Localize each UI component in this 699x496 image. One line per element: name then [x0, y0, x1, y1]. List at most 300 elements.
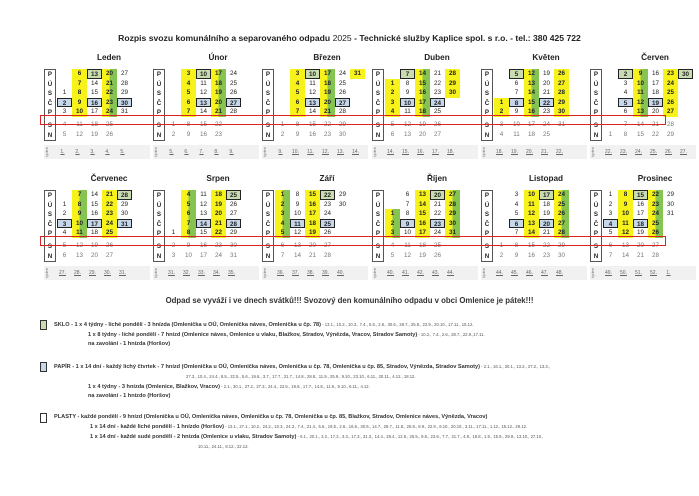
day-cell: 23 [542, 108, 550, 116]
day-cell: 7 [72, 79, 87, 89]
legend-row: 27.3., 10.4., 24.4., 8.5., 22.5., 5.6., 19.6., 3.7., 17.7., 31.7., 14.8., 28.8., 11.9., 25.9., 9.10., 23.10., 6.11., 20.11., 4.12., 18.12. [186, 374, 416, 379]
weekday-labels [153, 69, 165, 141]
week-label: týden [372, 268, 377, 279]
day-cell: 13 [87, 69, 102, 79]
day-cell: 20 [308, 241, 316, 249]
day-cell: 14 [415, 69, 430, 79]
week-number: 4. [105, 149, 110, 156]
day-cell: 20 [211, 98, 226, 108]
day-cell: 7 [623, 120, 628, 128]
weekday-label: S [375, 242, 381, 250]
day-cell: 15 [527, 241, 535, 249]
week-column [350, 69, 365, 141]
day-cell: 10 [293, 210, 301, 218]
day-cell: 27 [433, 130, 441, 138]
day-cell: 28 [120, 79, 128, 87]
day-cell: 12 [524, 69, 539, 79]
day-cell: 31 [350, 69, 365, 79]
day-cell: 5 [275, 228, 290, 238]
week-label: týden [481, 268, 486, 279]
day-cell: 21 [211, 219, 226, 229]
day-cell: 16 [199, 241, 207, 249]
day-cell: 13 [305, 98, 320, 108]
legend-row: na zavolání - 1 hnízdo (Horšov) [88, 393, 171, 399]
empty-cell [678, 79, 693, 89]
day-cell: 11 [200, 191, 207, 198]
week-column [554, 190, 569, 262]
month-leden [44, 52, 156, 159]
weekday-label: S [265, 90, 271, 98]
weekday-label: S [484, 90, 490, 98]
day-cell: 9 [72, 209, 87, 219]
week-number: 9. [229, 149, 234, 156]
day-cell: 30 [678, 69, 693, 79]
day-cell: 9 [72, 98, 87, 108]
day-cell: 19 [542, 210, 550, 218]
day-cell: 6 [405, 191, 410, 198]
day-cell: 27 [105, 251, 113, 259]
legend-row: 1 x 8 týdny - liché pondělí - 7 hnízd (Omlenice náves, Omlenice u vlaku, Blažkov, Stradov, Výnězda, Vracov, Stradov Samoty) - 10.2., 7.4., 2.6., 28.7., 22.9.,17.11. [88, 332, 485, 338]
weekday-label: S [47, 90, 53, 98]
day-cell: 1 [385, 79, 400, 89]
week-number: 19. [511, 149, 518, 156]
day-cell: 21 [433, 70, 441, 77]
day-cell: 10 [403, 229, 411, 237]
day-cell: 15 [90, 200, 98, 208]
empty-cell [678, 107, 693, 117]
day-cell: 25 [226, 190, 241, 200]
day-cell: 11 [404, 108, 411, 116]
day-cell: 9 [400, 219, 415, 229]
day-cell: 5 [390, 251, 395, 259]
empty-cell [554, 130, 569, 140]
day-cell: 3 [290, 69, 305, 79]
weekday-label: S [47, 242, 53, 250]
empty-cell [275, 88, 290, 98]
day-cell: 6 [290, 98, 305, 108]
day-cell: 3 [181, 69, 196, 79]
week-number: 43. [432, 270, 439, 277]
month-grid [153, 190, 265, 262]
day-cell: 29 [120, 89, 128, 97]
day-cell: 9 [405, 89, 410, 97]
month-červen [590, 52, 699, 159]
weekday-label: N [265, 131, 271, 139]
month-grid [262, 190, 374, 262]
day-cell: 30 [666, 200, 674, 208]
day-cell: 5 [608, 229, 613, 237]
week-numbers [481, 145, 587, 159]
day-cell: 23 [214, 130, 222, 138]
day-cell: 30 [338, 200, 346, 208]
day-cell: 5 [514, 210, 519, 218]
day-cell: 15 [633, 190, 648, 200]
day-cell: 27 [226, 98, 241, 108]
day-cell: 26 [105, 130, 113, 138]
week-column [430, 190, 445, 262]
day-cell: 7 [514, 89, 519, 97]
day-cell: 17 [527, 120, 535, 128]
day-cell: 24 [542, 120, 550, 128]
day-cell: 8 [618, 190, 633, 200]
month-říjen [372, 173, 484, 280]
empty-cell [226, 120, 241, 130]
day-cell: 15 [415, 209, 430, 219]
day-cell: 4 [62, 120, 67, 128]
day-cell: 21 [433, 200, 441, 208]
weekday-label: N [484, 252, 490, 260]
day-cell: 20 [542, 79, 550, 87]
empty-cell [603, 107, 618, 117]
empty-cell [678, 120, 693, 130]
month-prosinec [590, 173, 699, 280]
day-cell: 30 [554, 107, 569, 117]
empty-cell [603, 79, 618, 89]
day-cell: 2 [494, 107, 509, 117]
day-cell: 16 [524, 107, 539, 117]
day-cell: 9 [186, 241, 191, 249]
week-column [275, 69, 290, 141]
empty-cell [117, 241, 132, 251]
day-cell: 30 [445, 219, 460, 229]
day-cell: 29 [557, 241, 565, 249]
day-cell: 16 [199, 130, 207, 138]
week-label: týden [262, 268, 267, 279]
day-cell: 1 [275, 190, 290, 200]
week-column [603, 69, 618, 141]
legend-row: 1 x 14 dní - každé sudé pondělí - 2 hnízda (Omlenice u vlaku, Stradov Samoty) - 6.1., 20.1., 3.2., 17.2., 3.3., 17.3., 31.3., 14.4., 28.4., 12.5., 26.5., 9.6., 23.6., 7.7., 21.7., 4.8., 18.8., 1.9., 15.9., 29.9., 13.10., 27.10., [90, 434, 544, 440]
weekday-label: S [47, 211, 53, 219]
day-cell: 25 [320, 219, 335, 229]
week-column [335, 69, 350, 141]
week-column [166, 69, 181, 141]
day-cell: 22 [539, 98, 554, 108]
day-cell: 19 [648, 98, 663, 108]
day-cell: 31 [117, 219, 132, 229]
weekday-label: P [484, 230, 490, 238]
day-cell: 22 [542, 241, 550, 249]
week-numbers [262, 266, 368, 280]
day-cell: 25 [663, 88, 678, 98]
weekday-labels [262, 69, 274, 141]
week-column [385, 69, 400, 141]
day-cell: 11 [513, 130, 520, 138]
day-cell: 10 [72, 219, 87, 229]
day-cell: 9 [618, 200, 633, 210]
week-number: 47. [541, 270, 548, 277]
empty-cell [275, 107, 290, 117]
empty-cell [335, 219, 350, 229]
weekday-labels [481, 69, 493, 141]
day-cell: 3 [623, 79, 628, 87]
week-number: 1. [60, 149, 65, 156]
day-cell: 24 [430, 98, 445, 108]
day-cell: 28 [445, 69, 460, 79]
day-cell: 17 [415, 228, 430, 238]
day-cell: 18 [320, 79, 335, 89]
empty-cell [445, 107, 460, 117]
week-number: 7. [199, 149, 204, 156]
empty-cell [494, 209, 509, 219]
day-cell: 8 [295, 191, 300, 198]
plastic-swatch-icon [40, 413, 47, 423]
day-cell: 2 [171, 130, 176, 138]
week-column [305, 190, 320, 262]
day-cell: 30 [557, 251, 565, 259]
month-grid [590, 69, 699, 141]
weekday-labels [44, 190, 56, 262]
day-cell: 7 [72, 190, 87, 200]
day-cell: 25 [554, 200, 569, 210]
week-numbers [481, 266, 587, 280]
empty-cell [494, 190, 509, 200]
week-number: 9. [278, 149, 283, 156]
day-cell: 18 [527, 130, 535, 138]
week-number: 34. [213, 270, 220, 277]
day-cell: 24 [102, 219, 117, 229]
week-label: týden [153, 147, 158, 158]
weekday-label: P [375, 109, 381, 117]
day-cell: 30 [117, 98, 132, 108]
day-cell: 6 [514, 79, 519, 87]
day-cell: 11 [404, 241, 411, 249]
weekday-label: N [156, 131, 162, 139]
week-column [400, 190, 415, 262]
week-number: 40. [387, 270, 394, 277]
day-cell: 18 [305, 219, 320, 229]
week-column [494, 190, 509, 262]
week-column [290, 190, 305, 262]
legend-row: na zavolání - 1 hnízda (Horšov) [88, 341, 171, 347]
weekday-labels [590, 190, 602, 262]
day-cell: 10 [72, 107, 87, 117]
weekday-label: P [47, 192, 53, 199]
week-number: 45. [511, 270, 518, 277]
day-cell: 1 [62, 89, 67, 97]
empty-cell [385, 200, 400, 210]
day-cell: 22 [648, 190, 663, 200]
week-column [648, 69, 663, 141]
day-cell: 26 [554, 209, 569, 219]
empty-cell [350, 130, 365, 140]
day-cell: 2 [608, 200, 613, 208]
empty-cell [678, 98, 693, 108]
day-cell: 12 [308, 89, 316, 97]
day-cell: 12 [618, 228, 633, 238]
week-column [320, 69, 335, 141]
weekday-label: N [375, 131, 381, 139]
week-numbers [590, 266, 696, 280]
day-cell: 16 [636, 200, 644, 208]
day-cell: 19 [320, 88, 335, 98]
day-cell: 13 [199, 210, 207, 218]
day-cell: 2 [499, 251, 504, 259]
week-number: 20. [526, 149, 533, 156]
weekday-labels [153, 190, 165, 262]
day-cell: 17 [539, 190, 554, 200]
month-name: Květen [532, 53, 560, 62]
day-cell: 14 [524, 228, 539, 238]
week-number: 22. [605, 149, 612, 156]
weekday-label: Č [375, 99, 381, 107]
weekday-label: S [156, 121, 162, 129]
day-cell: 22 [214, 120, 222, 128]
day-cell: 10 [196, 69, 211, 79]
week-label: týden [590, 268, 595, 279]
week-column [603, 190, 618, 262]
week-label: týden [372, 147, 377, 158]
empty-cell [57, 69, 72, 79]
empty-cell [117, 251, 132, 261]
legend-row: PAPÍR - 1 x 14 dní - každý lichý čtvrtek - 7 hnízd (Omlenička u OÚ, Omlenička náves, Omlenička u čp. 78, Omlenička u čp. 85, Stradov, Výnězda, Stradov Samoty) - 2.1., 16.1., 30.1., 13.2., 27.2., 13.3., [54, 364, 551, 370]
day-cell: 13 [633, 107, 648, 117]
day-cell: 29 [338, 191, 346, 198]
day-cell: 11 [309, 79, 316, 87]
weekday-label: Č [484, 99, 490, 107]
day-cell: 8 [405, 79, 410, 87]
day-cell: 5 [390, 120, 395, 128]
week-column [618, 69, 633, 141]
week-number: 39. [322, 270, 329, 277]
day-cell: 27 [335, 98, 350, 108]
title-year: 2025 [332, 33, 352, 43]
week-numbers [153, 145, 259, 159]
week-column [57, 69, 72, 141]
day-cell: 27 [554, 219, 569, 229]
day-cell: 5 [618, 98, 633, 108]
day-cell: 1 [494, 98, 509, 108]
legend-row: 1 x 14 dní - každé liché pondělí - 1 hnízdo (Horšov) - 13.1., 27.1., 10.2., 24.2., 10.3., 24.3., 7.4., 21.4., 5.5., 19.5., 2.6., 16.6., 30.6., 14.7., 28.7., 11.8., 25.8., 8.9., 22.9., 6.10., 20.10., 3.11., 17.11., 1.12., 15.12., 29.12. [90, 424, 528, 430]
week-column [618, 190, 633, 262]
week-column [415, 190, 430, 262]
day-cell: 8 [181, 228, 196, 238]
day-cell: 23 [663, 69, 678, 79]
weekday-label: N [265, 252, 271, 260]
day-cell: 19 [418, 251, 426, 259]
weekday-label: Ú [484, 80, 490, 88]
weekday-label: Ú [156, 80, 162, 88]
weekday-label: S [375, 211, 381, 219]
week-number: 26. [665, 149, 672, 156]
day-cell: 9 [514, 251, 519, 259]
week-number: 44. [496, 270, 503, 277]
week-number: 28. [74, 270, 81, 277]
day-cell: 22 [433, 79, 441, 87]
paper-swatch-icon [40, 362, 47, 372]
day-cell: 28 [226, 219, 241, 229]
week-number: 25. [650, 149, 657, 156]
weekday-label: P [593, 192, 599, 199]
day-cell: 25 [338, 79, 346, 87]
title-suffix: - Technické služby Kaplice spol. s r.o. - tel.: 380 425 722 [354, 33, 581, 43]
day-cell: 6 [72, 69, 87, 79]
day-cell: 3 [171, 251, 176, 259]
day-cell: 7 [608, 251, 613, 259]
day-cell: 21 [308, 251, 316, 259]
day-cell: 12 [75, 241, 83, 249]
day-cell: 15 [415, 79, 430, 89]
day-cell: 20 [418, 130, 426, 138]
day-cell: 26 [338, 89, 346, 97]
day-cell: 21 [636, 251, 644, 259]
day-cell: 13 [196, 98, 211, 108]
month-grid [44, 190, 156, 262]
day-cell: 23 [323, 130, 331, 138]
empty-cell [117, 228, 132, 238]
week-label: týden [262, 147, 267, 158]
day-cell: 16 [90, 210, 98, 218]
day-cell: 22 [323, 120, 331, 128]
day-cell: 18 [90, 120, 98, 128]
day-cell: 25 [433, 241, 441, 249]
day-cell: 31 [557, 120, 565, 128]
day-cell: 4 [181, 190, 196, 200]
day-cell: 4 [290, 79, 305, 89]
day-cell: 4 [603, 219, 618, 229]
day-cell: 24 [648, 209, 663, 219]
day-cell: 27 [663, 107, 678, 117]
empty-cell [678, 88, 693, 98]
day-cell: 5 [181, 200, 196, 210]
week-number: 33. [198, 270, 205, 277]
day-cell: 20 [211, 209, 226, 219]
day-cell: 10 [512, 120, 520, 128]
day-cell: 15 [199, 120, 207, 128]
month-grid [44, 69, 156, 141]
legend-plasty [41, 413, 543, 452]
month-grid [590, 190, 699, 262]
month-grid [481, 190, 593, 262]
day-cell: 29 [554, 98, 569, 108]
day-cell: 29 [120, 200, 128, 208]
day-cell: 16 [305, 200, 320, 210]
day-cell: 2 [385, 219, 400, 229]
month-name: Únor [208, 53, 228, 62]
week-number: 37. [292, 270, 299, 277]
week-column [430, 69, 445, 141]
glass-swatch-icon [40, 320, 47, 330]
week-number: 10. [292, 149, 299, 156]
day-cell: 26 [554, 69, 569, 79]
day-cell: 17 [651, 79, 659, 87]
week-numbers [590, 145, 696, 159]
day-cell: 21 [542, 229, 550, 237]
weekday-label: Ú [265, 201, 271, 209]
week-column [87, 190, 102, 262]
month-grid [153, 69, 265, 141]
day-cell: 16 [308, 130, 316, 138]
empty-cell [166, 219, 181, 229]
empty-cell [166, 88, 181, 98]
month-name: Červenec [90, 174, 128, 183]
day-cell: 7 [405, 200, 410, 208]
month-listopad [481, 173, 593, 280]
week-column [509, 69, 524, 141]
day-cell: 27 [120, 70, 128, 77]
weekday-label: S [593, 242, 599, 250]
day-cell: 26 [105, 241, 113, 249]
day-cell: 3 [608, 210, 613, 218]
week-number: 13. [337, 149, 344, 156]
day-cell: 8 [405, 210, 410, 218]
day-cell: 4 [623, 89, 628, 97]
day-cell: 1 [171, 229, 176, 237]
weekday-label: Č [156, 220, 162, 228]
weekday-label: N [593, 252, 599, 260]
week-number: 42. [417, 270, 424, 277]
empty-cell [166, 79, 181, 89]
day-cell: 19 [418, 120, 426, 128]
